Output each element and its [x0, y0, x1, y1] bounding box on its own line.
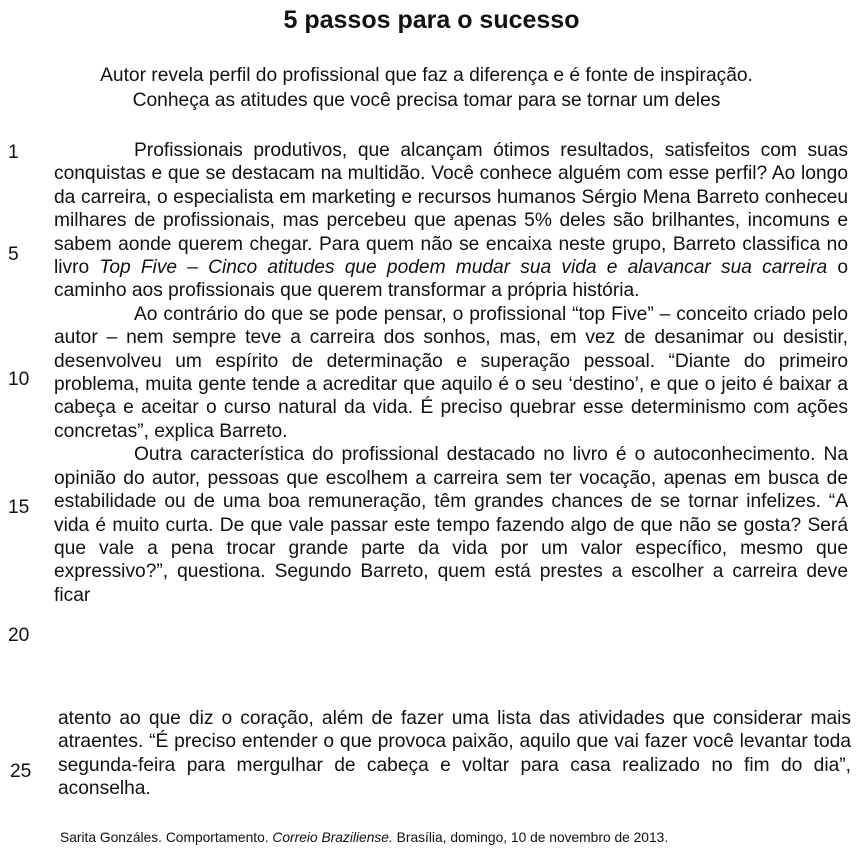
- book-title: Top Five – Cinco atitudes que podem mudar sua vida e alavancar sua carreira: [99, 257, 828, 279]
- subtitle-line-2: Conheça as atitudes que você precisa tomar para se tornar um deles: [132, 90, 721, 111]
- source-journal: Correio Braziliense.: [272, 830, 393, 845]
- source-prefix: Sarita Gonzáles. Comportamento.: [60, 830, 273, 845]
- line-number-25: 25: [10, 761, 32, 782]
- source-suffix: Brasília, domingo, 10 de novembro de 2013.: [392, 830, 669, 845]
- source-citation: [60, 830, 668, 845]
- paragraph-1: [54, 139, 848, 303]
- paragraph-2: Ao contrário do que se pode pensar, o profissional “top Five” – conceito criado pelo autor – nem sempre teve a carreira dos sonhos, mas, em vez de desanimar ou desistir, desenvolveu um espírito de determinação e superação pessoal. “Diante do primeiro problema, muita gente tende a acreditar que aquilo é o seu ‘destino’, e que o jeito é baixar a cabeça e aceitar o curso natural da vida. É preciso quebrar esse determinismo com ações concretas”, explica Barreto.: [54, 303, 848, 442]
- line-number-10: 10: [8, 369, 30, 390]
- article-body-continued: [58, 707, 851, 801]
- paragraph-1-text-start: Profissionais produtivos, que alcançam ótimos resultados, satisfeitos com suas conquistas e que se destacam na multidão. Você conhece alguém com esse perfil? Ao longo da carreira, o especialista em marketing e recursos humanos Sérgio Mena Barreto conheceu milhares de profissionais, mas percebeu que apenas 5% deles são brilhantes, incomuns e sabem aonde querem chegar. Para quem não se encaixa neste grupo, Barreto classifica no livro: [54, 140, 848, 279]
- line-number-20: 20: [8, 625, 30, 646]
- line-number-1: 1: [8, 142, 19, 163]
- subtitle-line-1: Autor revela perfil do profissional que faz a diferença e é fonte de inspiração.: [100, 65, 753, 86]
- line-number-15: 15: [8, 497, 30, 518]
- page-title: 5 passos para o sucesso: [283, 6, 580, 34]
- subtitle: [0, 63, 853, 113]
- line-number-5: 5: [8, 244, 19, 265]
- paragraph-4: atento ao que diz o coração, além de fazer uma lista das atividades que considerar mais atraentes. “É preciso entender o que provoca paixão, aquilo que vai fazer você levantar toda segunda-feira para mergulhar de cabeça e voltar para casa realizado no fim do dia”, aconselha.: [58, 708, 851, 800]
- paragraph-3: Outra característica do profissional destacado no livro é o autoconhecimento. Na opinião do autor, pessoas que escolhem a carreira sem ter vocação, apenas em busca de estabilidade ou de uma boa remuneração, têm grandes chances de se tornar infelizes. “A vida é muito curta. De que vale passar este tempo fazendo algo de que não se gosta? Será que vale a pena trocar grande parte da vida por um valor específico, mesmo que expressivo?”, questiona. Segundo Barreto, quem está prestes a escolher a carreira deve ficar: [54, 444, 848, 606]
- paragraph-1-text-end: o caminho aos profissionais que querem transformar a própria história.: [54, 257, 848, 302]
- article-body: [54, 139, 848, 607]
